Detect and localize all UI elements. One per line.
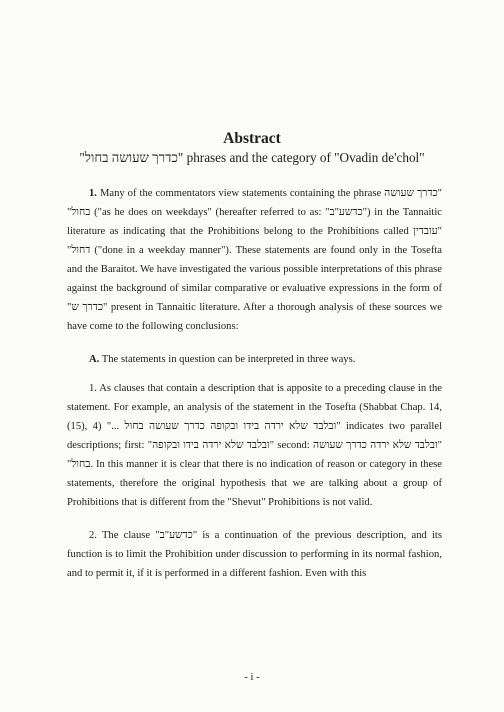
hebrew-phrase: "ובלבד שלא ירדה כדרך שעושה בחול" (67, 440, 442, 470)
paragraph-text: Many of the commentators view statements containing the phrase (96, 188, 385, 199)
subtitle-hebrew-phrase: "כדרך שעושה בחול" (79, 150, 184, 165)
paragraph-number: 1. (89, 188, 97, 199)
page-subtitle (0, 150, 504, 166)
paragraph-text: The statements in question can be interpreted in three ways. (99, 354, 356, 365)
hebrew-phrase: "כדשע"ב" (325, 207, 368, 218)
hebrew-phrase: "עובדין דחול" (67, 226, 442, 256)
document-body (67, 184, 442, 597)
paragraph-text: ) in the Tannaitic literature as indicating that the Prohibitions belong to the Prohibitions called (67, 207, 442, 237)
paragraph-text: " indicates two parallel descriptions; first: (67, 421, 443, 451)
hebrew-phrase: "כדרך שעושה בחול" (67, 188, 442, 218)
hebrew-phrase: "כדשע"ב" (155, 530, 198, 541)
paragraph-text: present in Tannaitic literature. After a thorough analysis of these sources we have come to the following conclusions: (67, 302, 442, 332)
paragraph-a (67, 350, 442, 369)
paragraph-text: second: (274, 440, 314, 451)
paragraph-text: 1. As clauses that contain a description that is apposite to a preceding clause in the statement. For example, an analysis of the statement in the Tosefta (Shabbat Chap. 14, (15), 4) "... (67, 383, 442, 432)
paragraph-text: ("as he does on weekdays" (hereafter referred to as: (90, 207, 326, 218)
hebrew-phrase: "כדרך ש" (67, 302, 108, 313)
hebrew-phrase: "ובלבד שלא ירדה בידו ובקופה" (147, 440, 275, 451)
paragraph-1 (67, 184, 442, 336)
page-title: Abstract (223, 130, 281, 147)
paragraph-text: 2. The clause (89, 530, 156, 541)
paragraph-text: is a continuation of the previous description, and its function is to limit the Prohibition under discussion to performing in its normal fashion, and to permit it, if it is performed in a different fashion. Even with this (67, 530, 443, 579)
hebrew-phrase: ובלבד שלא ירדה בידו ובקופה כדרך שעושה בחול (124, 421, 337, 432)
page-number: - i - (244, 672, 260, 683)
paragraph-text: ("done in a weekday manner"). These statements are found only in the Tosefta and the Baraitot. We have investigated the various possible interpretations of this phrase against the background of similar comparative or evaluative expressions in the form of (67, 245, 442, 294)
paragraph-a-1 (67, 379, 442, 512)
paragraph-text: . In this manner it is clear that there is no indication of reason or category in these statements, therefore the original hypothesis that we are talking about a group of Prohibitions that is different from the "Shevut" Prohibitions is not valid. (67, 459, 442, 508)
paragraph-number: A. (89, 354, 100, 365)
paragraph-a-2 (67, 526, 442, 583)
subtitle-text: phrases and the category of "Ovadin de'chol" (183, 150, 425, 165)
